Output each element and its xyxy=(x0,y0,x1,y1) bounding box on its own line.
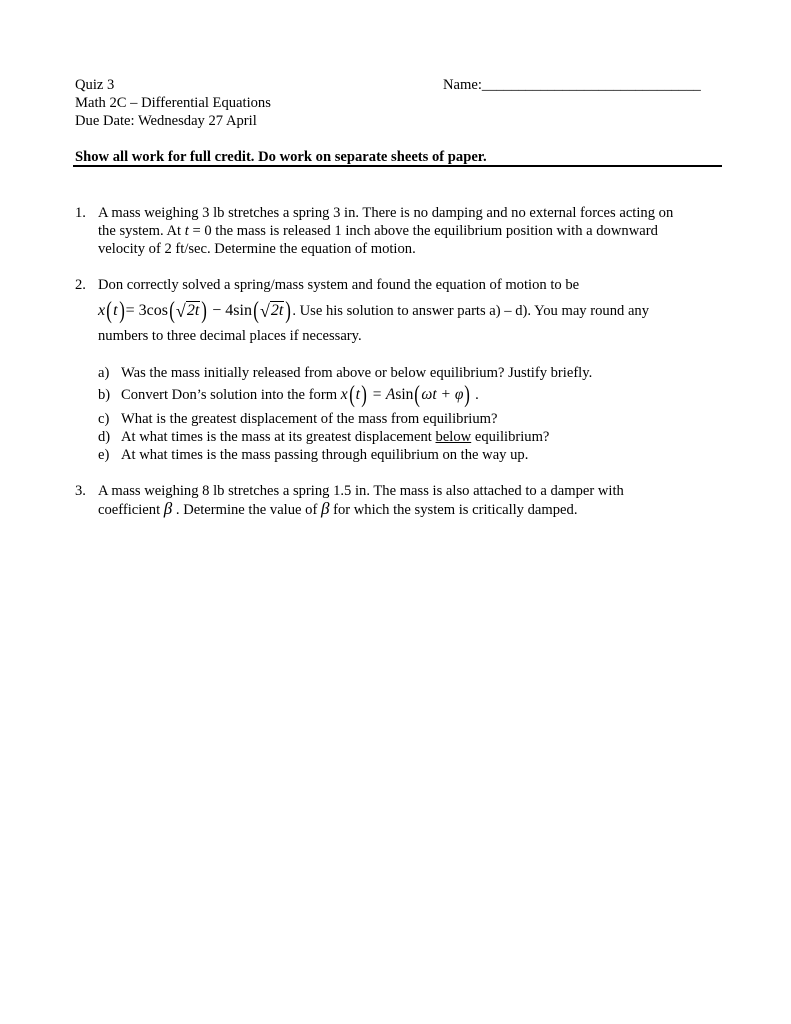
question-2-part-b: b) Convert Don’s solution into the form x(t) = Asin(ωt + φ) . xyxy=(98,382,479,408)
question-1-line-2: the system. At t = 0 the mass is released 1 inch above the equilibrium position with a downward xyxy=(98,223,658,239)
question-2-part-d: d) At what times is the mass at its greatest displacement below equilibrium? xyxy=(98,429,550,445)
name-field: Name:______________________________ xyxy=(443,77,701,93)
question-2 xyxy=(75,276,725,345)
question-2-part-e: e) At what times is the mass passing through equilibrium on the way up. xyxy=(98,447,529,463)
question-2-equation-line: x(t)= 3cos(√2t) − 4sin(√2t). Use his solution to answer parts a) – d). You may round any xyxy=(98,298,650,324)
header-divider xyxy=(73,165,722,167)
course-title: Math 2C – Differential Equations xyxy=(75,95,271,111)
question-3 xyxy=(75,482,725,519)
question-1 xyxy=(75,204,725,258)
question-3-line-2: coefficient β . Determine the value of β for which the system is critically damped. xyxy=(98,499,578,518)
question-1-line-1: A mass weighing 3 lb stretches a spring 3 in. There is no damping and no external forces acting on xyxy=(98,205,674,221)
question-2-number: 2. xyxy=(75,277,86,293)
question-3-number: 3. xyxy=(75,483,86,499)
sqrt-2t-sin: √2t xyxy=(259,301,284,321)
question-2-line-3: numbers to three decimal places if necessary. xyxy=(98,328,362,344)
target-form-equation: x(t) = Asin(ωt + φ) xyxy=(340,382,471,408)
question-2-part-c: c) What is the greatest displacement of the mass from equilibrium? xyxy=(98,411,498,427)
quiz-title: Quiz 3 xyxy=(75,77,115,93)
sqrt-2t-cos: √2t xyxy=(175,301,200,321)
equation-of-motion: x(t)= 3cos(√2t) − 4sin(√2t) xyxy=(98,298,292,324)
question-2-line-1: Don correctly solved a spring/mass system and found the equation of motion to be xyxy=(98,277,580,293)
due-date: Due Date: Wednesday 27 April xyxy=(75,113,257,129)
question-1-number: 1. xyxy=(75,205,86,221)
question-1-line-3: velocity of 2 ft/sec. Determine the equation of motion. xyxy=(98,241,416,257)
question-3-line-1: A mass weighing 8 lb stretches a spring 1.5 in. The mass is also attached to a damper with xyxy=(98,483,624,499)
question-2-part-a: a) Was the mass initially released from above or below equilibrium? Justify briefly. xyxy=(98,365,593,381)
instructions: Show all work for full credit. Do work on separate sheets of paper. xyxy=(75,149,487,165)
